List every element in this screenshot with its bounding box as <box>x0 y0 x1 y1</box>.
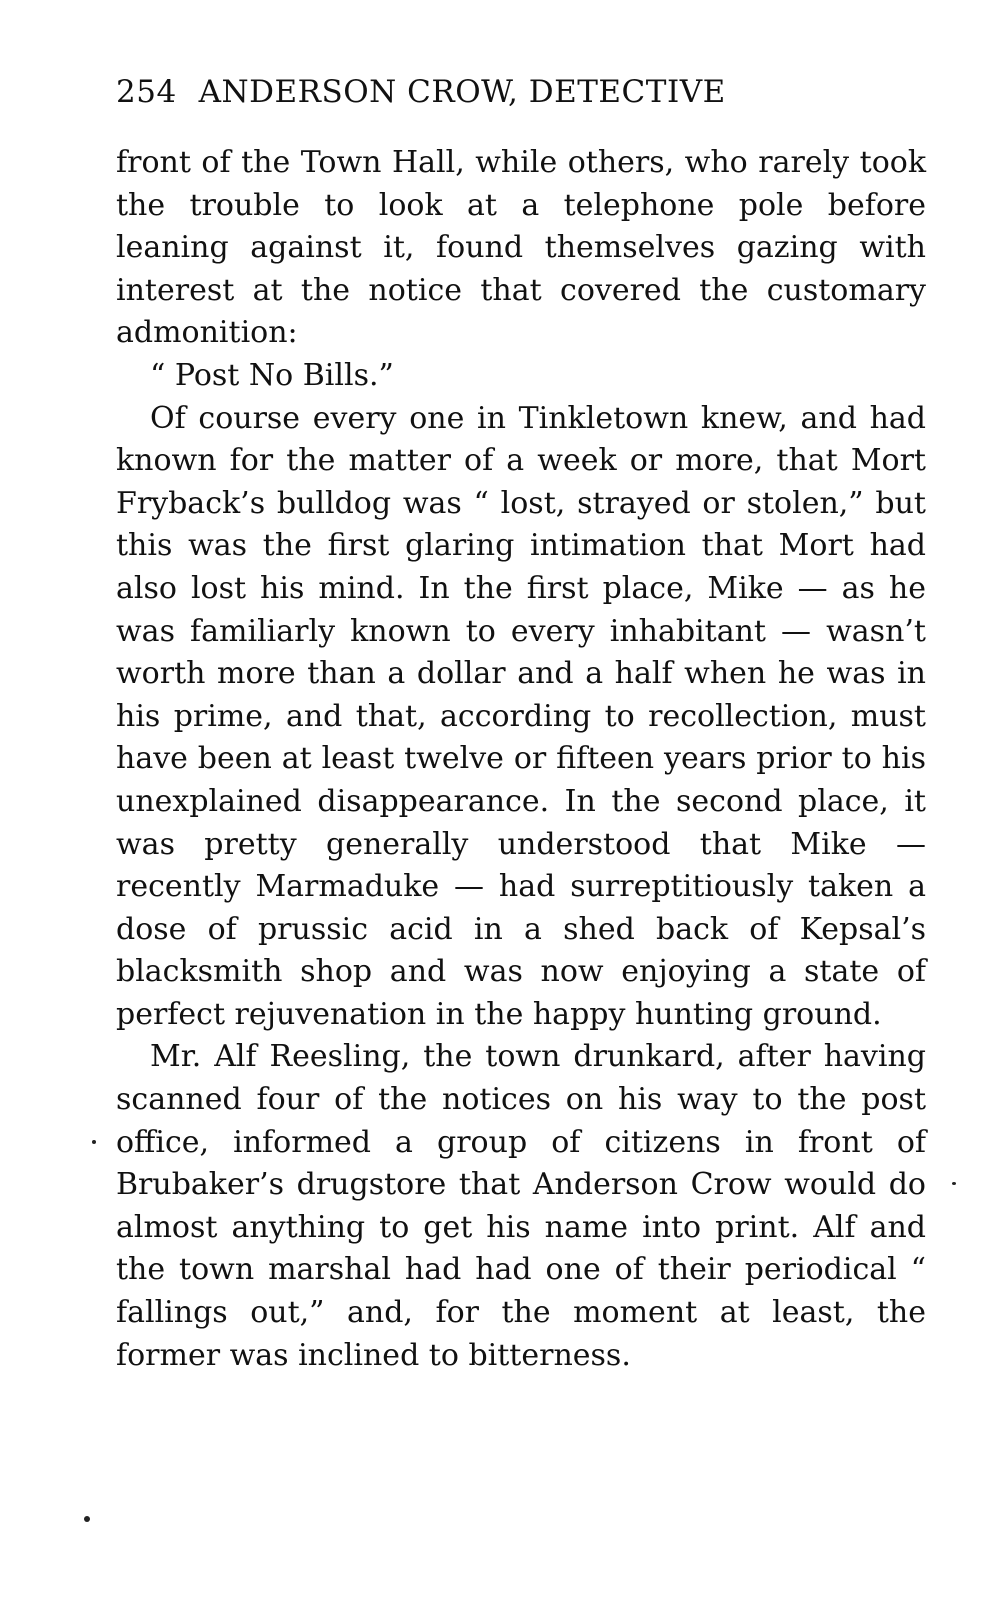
paragraph-continued: front of the Town Hall, while others, who rarely took the trouble to look at a telephone pole before leaning against it, found themselves gazing with interest at the notice that covered the customary admonition: <box>116 145 926 351</box>
paragraph: Mr. Alf Reesling, the town drunkard, after having scanned four of the notices on his way to the post office, informed a group of citizens in front of Brubaker’s drugstore that Anderson Crow would do almost anything to get his name into print. Alf and the town marshal had had one of their periodical “ fallings out,” and, for the moment at least, the former was inclined to bitterness. <box>116 1039 926 1373</box>
paragraph: Of course every one in Tinkletown knew, and had known for the matter of a week or more, that Mort Fryback’s bulldog was “ lost, strayed or stolen,” but this was the first glaring intimation that Mort had also lost his mind. In the first place, Mike — as he was familiarly known to every inhabitant — wasn’t worth more than a dollar and a half when he was in his prime, and that, according to recollection, must have been at least twelve or fifteen years prior to his unexplained disappearance. In the second place, it was pretty generally understood that Mike — recently Marmaduke — had surreptitiously taken a dose of prussic acid in a shed back of Kepsal’s blacksmith shop and was now enjoying a state of perfect rejuvenation in the happy hunting ground. <box>116 400 926 1032</box>
running-title: ANDERSON CROW, DETECTIVE <box>198 74 726 110</box>
ink-speck <box>84 1516 90 1522</box>
paragraph-quote: “ Post No Bills.” <box>150 357 394 393</box>
running-header <box>116 72 856 112</box>
ink-speck <box>92 1140 96 1144</box>
ink-speck <box>952 1182 956 1185</box>
page-number: 254 <box>116 74 177 110</box>
body-text <box>116 142 926 1377</box>
